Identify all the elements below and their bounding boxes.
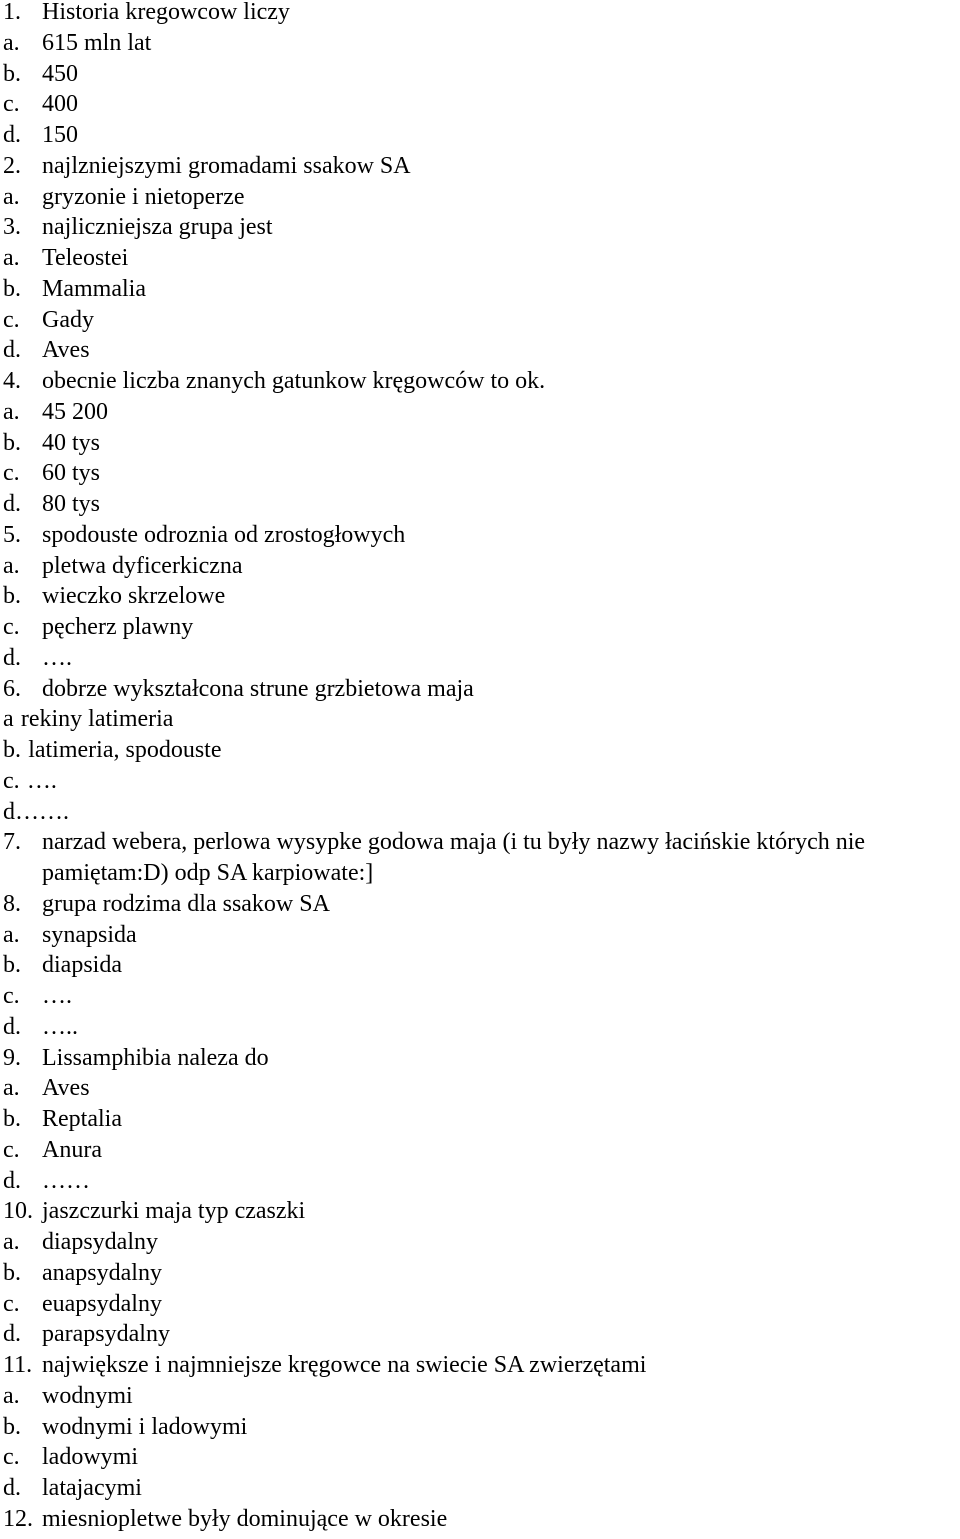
document-line <box>3 1135 960 1166</box>
document-line <box>3 1473 960 1504</box>
list-marker: b. <box>3 1413 21 1440</box>
document-line <box>3 1258 960 1289</box>
list-marker: a. <box>3 183 20 210</box>
list-text: 45 200 <box>42 398 108 425</box>
list-marker: 6. <box>3 675 21 702</box>
list-marker: a. <box>3 1229 20 1255</box>
list-marker: c. <box>3 91 20 118</box>
document-line <box>3 797 960 828</box>
list-marker: 11. <box>3 1352 33 1378</box>
list-text: …… <box>42 1167 90 1194</box>
document-line <box>3 335 960 366</box>
document-line <box>3 305 960 336</box>
list-text: wodnymi <box>42 1382 133 1409</box>
document-line <box>3 458 960 489</box>
document-line <box>3 59 960 90</box>
list-text: 80 tys <box>42 491 101 517</box>
list-text: Mammalia <box>42 275 146 302</box>
list-marker: b. <box>3 737 21 763</box>
document-page <box>3 0 960 1535</box>
list-marker: 2. <box>3 152 21 179</box>
list-text: Aves <box>42 337 90 364</box>
list-marker: 3. <box>3 214 21 241</box>
list-text: miesniopletwe były dominujące w okresie <box>42 1505 448 1532</box>
document-line <box>3 735 960 766</box>
list-marker: c. <box>3 983 20 1009</box>
document-line <box>3 950 960 981</box>
list-text: euapsydalny <box>42 1290 162 1317</box>
document-line <box>3 1196 960 1227</box>
list-marker: b. <box>3 583 21 610</box>
list-text: 615 mln lat <box>42 29 152 56</box>
list-text: narzad webera, perlowa wysypke godowa maja (i tu były nazwy łacińskie których nie pamiętam:D) odp SA karpiowate:] <box>42 829 866 886</box>
list-marker: d. <box>3 644 21 671</box>
list-text: grupa rodzima dla ssakow SA <box>42 890 330 917</box>
list-text: ….. <box>42 1013 78 1040</box>
document-line <box>3 1289 960 1320</box>
list-marker: c. <box>3 1136 20 1163</box>
document-line <box>3 551 960 582</box>
document-line <box>3 1227 960 1258</box>
document-line <box>3 151 960 182</box>
list-marker: 8. <box>3 890 21 917</box>
document-line <box>3 1412 960 1443</box>
list-marker: a. <box>3 245 20 271</box>
list-text: najliczniejsza grupa jest <box>42 214 273 241</box>
list-text: diapsydalny <box>42 1229 158 1255</box>
list-marker: b. <box>3 1106 21 1132</box>
document-line <box>3 1319 960 1350</box>
document-line <box>3 243 960 274</box>
document-line <box>3 89 960 120</box>
list-text: 40 tys <box>42 429 101 456</box>
document-line <box>3 520 960 551</box>
list-marker: 4. <box>3 368 21 394</box>
list-text: ladowymi <box>42 1444 138 1471</box>
document-line <box>3 120 960 151</box>
list-marker: a. <box>3 552 20 579</box>
document-line <box>3 1166 960 1197</box>
list-marker: d <box>3 798 15 825</box>
list-text: synapsida <box>42 921 137 948</box>
list-text: pletwa dyficerkiczna <box>42 552 243 579</box>
document-line <box>3 212 960 243</box>
list-marker: c. <box>3 460 20 487</box>
document-line <box>3 28 960 59</box>
document-line <box>3 889 960 920</box>
list-marker: a. <box>3 1382 20 1409</box>
list-text: obecnie liczba znanych gatunkow kręgowców to ok. <box>42 368 546 394</box>
list-text: Gady <box>42 306 94 333</box>
document-line <box>3 766 960 797</box>
list-marker: b. <box>3 1259 21 1286</box>
document-line <box>3 1043 960 1074</box>
list-marker: d. <box>3 337 21 364</box>
document-line <box>3 1442 960 1473</box>
list-marker: d. <box>3 1167 21 1194</box>
list-marker: a. <box>3 29 20 56</box>
document-line <box>3 1350 960 1381</box>
list-marker: d. <box>3 491 21 517</box>
list-marker: b. <box>3 60 21 87</box>
list-text: Teleostei <box>42 245 129 271</box>
list-marker: a. <box>3 921 20 948</box>
list-marker: 9. <box>3 1044 21 1071</box>
list-text: …. <box>26 767 57 794</box>
list-text: wieczko skrzelowe <box>42 583 226 610</box>
list-text: anapsydalny <box>42 1259 162 1286</box>
list-marker: a. <box>3 1075 20 1102</box>
list-marker: 1. <box>3 0 21 25</box>
list-text: parapsydalny <box>42 1321 170 1348</box>
list-text: latajacymi <box>42 1475 142 1501</box>
list-text: rekiny latimeria <box>20 706 174 733</box>
list-text: Lissamphibia naleza do <box>42 1044 269 1071</box>
document-line <box>3 704 960 735</box>
document-line <box>3 643 960 674</box>
list-text: gryzonie i nietoperze <box>42 183 245 210</box>
list-text: 450 <box>42 60 78 87</box>
document-line <box>3 428 960 459</box>
list-text: 400 <box>42 91 78 118</box>
document-line <box>3 1104 960 1135</box>
list-text: Historia kregowcow liczy <box>42 0 290 25</box>
list-text: dobrze wykształcona strune grzbietowa maja <box>42 675 474 702</box>
list-marker: b. <box>3 952 21 979</box>
list-marker: d. <box>3 1013 21 1040</box>
document-line <box>3 1381 960 1412</box>
list-text: latimeria, spodouste <box>28 737 222 763</box>
document-line <box>3 581 960 612</box>
list-text: ……. <box>15 798 69 825</box>
document-line <box>3 1012 960 1043</box>
document-line <box>3 489 960 520</box>
document-line <box>3 920 960 951</box>
list-text: Reptalia <box>42 1106 122 1132</box>
document-line <box>3 397 960 428</box>
list-text: najlzniejszymi gromadami ssakow SA <box>42 152 411 179</box>
document-line <box>3 0 960 28</box>
list-text: Aves <box>42 1075 90 1102</box>
document-line <box>3 366 960 397</box>
list-text: Anura <box>42 1136 102 1163</box>
list-marker: a. <box>3 398 20 425</box>
document-line <box>3 674 960 705</box>
list-text: wodnymi i ladowymi <box>42 1413 248 1440</box>
list-text: największe i najmniejsze kręgowce na swiecie SA zwierzętami <box>42 1352 647 1378</box>
document-line <box>3 612 960 643</box>
document-line <box>3 827 960 889</box>
list-text: pęcherz plawny <box>42 614 194 640</box>
list-marker: c. <box>3 1444 20 1471</box>
document-line <box>3 981 960 1012</box>
document-line <box>3 182 960 213</box>
list-marker: 10. <box>3 1198 33 1225</box>
list-text: spodouste odroznia od zrostogłowych <box>42 521 406 548</box>
list-text: …. <box>42 983 72 1009</box>
list-text: …. <box>42 644 72 671</box>
list-text: jaszczurki maja typ czaszki <box>42 1198 306 1225</box>
list-text: 150 <box>42 122 78 148</box>
document-line <box>3 1073 960 1104</box>
list-marker: 12. <box>3 1505 33 1532</box>
list-marker: b. <box>3 275 21 302</box>
list-marker: d. <box>3 1321 21 1348</box>
document-line <box>3 1504 960 1535</box>
document-line <box>3 274 960 305</box>
list-marker: c. <box>3 767 20 794</box>
list-marker: a <box>3 706 14 733</box>
list-marker: c. <box>3 1290 20 1317</box>
list-marker: d. <box>3 122 21 148</box>
list-marker: d. <box>3 1475 21 1501</box>
list-marker: c. <box>3 306 20 333</box>
list-marker: 5. <box>3 521 21 548</box>
list-text: 60 tys <box>42 460 101 487</box>
list-marker: b. <box>3 429 21 456</box>
list-marker: c. <box>3 614 20 640</box>
list-text: diapsida <box>42 952 122 979</box>
list-marker: 7. <box>3 829 21 856</box>
